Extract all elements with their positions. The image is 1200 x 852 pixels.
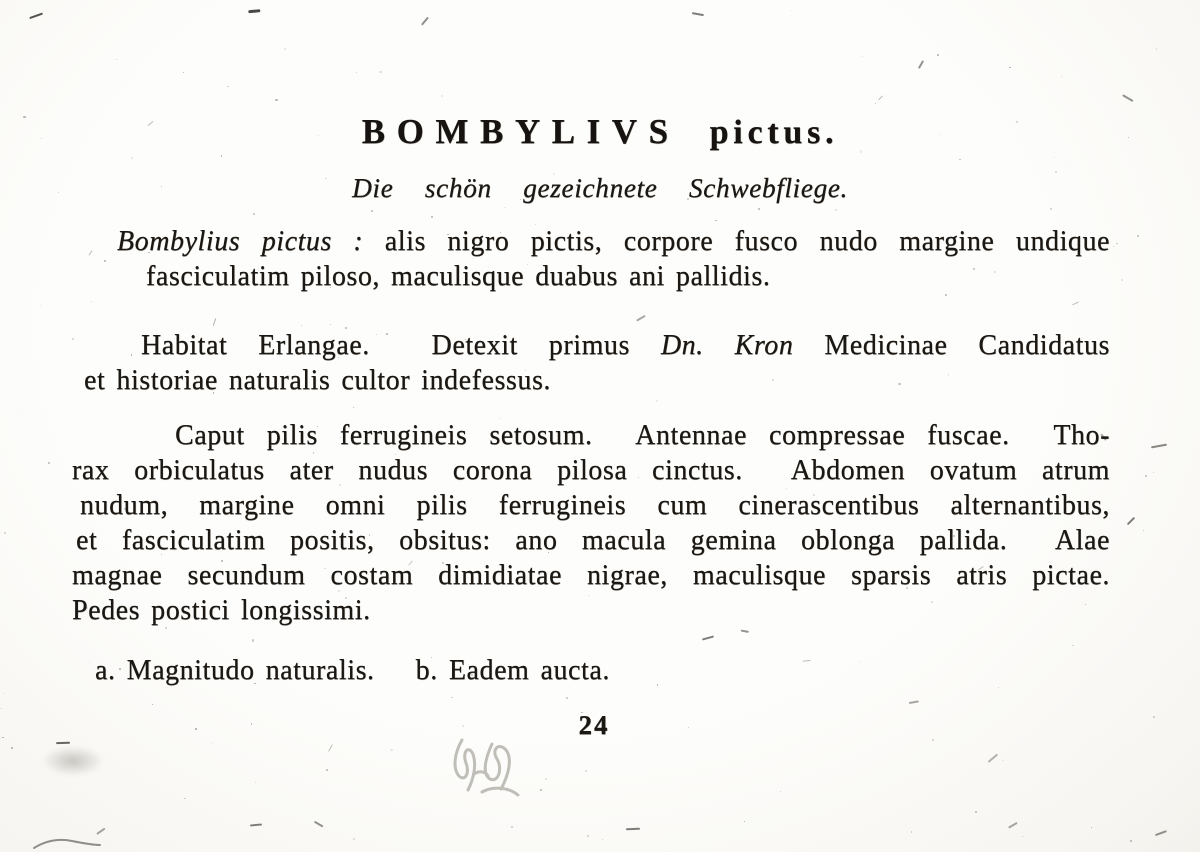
description-line-5: magnae secundum costam dimidiatae nigrae, maculisque sparsis atris pictae. (72, 560, 1110, 591)
diagnosis-line-2: fasciculatim piloso, maculisque duabus ani pallidis. (146, 261, 771, 292)
species-epithet: pictus. (709, 114, 839, 151)
genus-name: BOMBYLIVS (361, 112, 680, 151)
corner-mark (30, 834, 104, 852)
species-name-italic: Bombylius pictus : (117, 226, 364, 257)
description-line-2: rax orbiculatus ater nudus corona pilosa cinctus. Abdomen ovatum atrum (72, 455, 1110, 486)
diagnosis-paragraph (72, 224, 1110, 294)
description-paragraph (72, 418, 1110, 628)
description-line-4: et fasciculatim positis, obsitus: ano macula gemina oblonga pallida. Alae (76, 525, 1110, 556)
species-heading (0, 112, 1200, 152)
description-line-3: nudum, margine omni pilis ferrugineis cum cinerascentibus alternantibus, (80, 490, 1110, 521)
figure-legend (72, 653, 1110, 688)
legend-item-b: b. Eadem aucta. (415, 655, 610, 686)
habitat-line-2: et historiae naturalis cultor indefessus. (84, 365, 551, 396)
page-number: 24 (578, 710, 610, 740)
habitat-paragraph (72, 328, 1110, 398)
paper-smudge (42, 746, 104, 776)
description-line-6: Pedes postici longissimi. (72, 595, 371, 626)
german-common-name: Die schön gezeichnete Schwebfliege. (352, 172, 848, 203)
legend-item-a: a. Magnitudo naturalis. (95, 655, 375, 686)
discoverer-name-italic: Dn. Kron (660, 330, 794, 361)
diagnosis-line-1: Bombylius pictus : alis nigro pictis, corpore fusco nudo margine undique (117, 226, 1111, 257)
description-line-1: Caput pilis ferrugineis setosum. Antennae compressae fuscae. Tho- (175, 420, 1110, 451)
habitat-line-1: Habitat Erlangae. Detexit primus Dn. Kron Medicinae Candidatus (141, 330, 1111, 361)
